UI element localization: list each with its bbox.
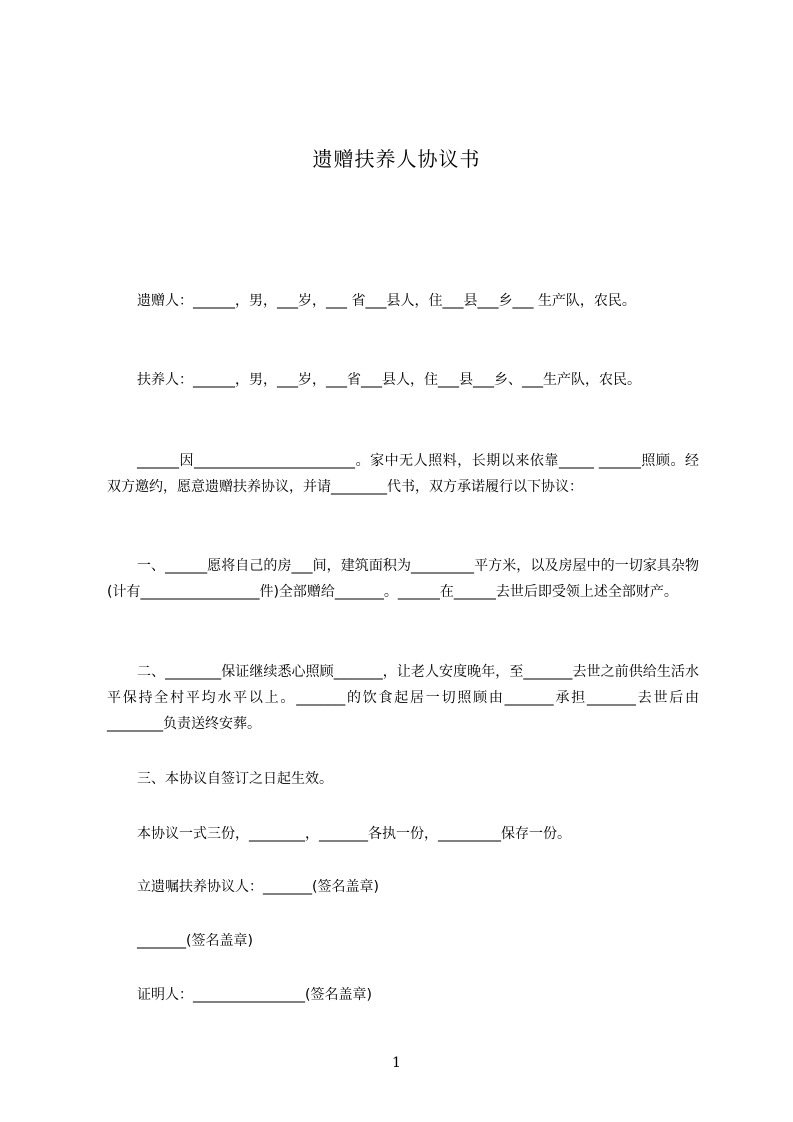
signature-line-witness: 证明人：________________(签名盖章)	[137, 987, 372, 1003]
signature-line-agreement-party: 立遗嘱扶养协议人：_______(签名盖章)	[137, 879, 379, 895]
paragraph-bequeather: 遗赠人：______，男，___岁，___ 省___县人，住___县___乡___ 生产队，农民。	[137, 293, 636, 309]
paragraph-copies: 本协议一式三份，________，_______各执一份，_________保存一份。	[137, 826, 571, 842]
paragraph-clause-three: 三、本协议自签订之日起生效。	[137, 771, 333, 787]
document-title: 遗赠扶养人协议书	[312, 147, 481, 171]
paragraph-clause-two: 二、________保证继续悉心照顾_______，让老人安度晚年，至_______去世之前供给生活水平保持全村平均水平以上。_______的饮食起居一切照顾由_______承担_______去世后由________负责送终安葬。	[107, 664, 699, 732]
paragraph-background: ______因_______________________。家中无人照料，长期以来依靠_____ ______照顾。经双方邀约，愿意遗赠扶养协议，并请________代书，双方承诺履行以下协议：	[107, 453, 699, 495]
paragraph-clause-one: 一、______愿将自己的房___间，建筑面积为_________平方米，以及房屋中的一切家具杂物(计有_________________件)全部赠给_______。______在______去世后即受领上述全部财产。	[107, 558, 699, 600]
signature-line-second-party: _______(签名盖章)	[137, 933, 253, 949]
page-number: 1	[392, 1055, 401, 1071]
paragraph-supporter: 扶养人：______，男，___岁，___省___县人，住___县___乡、___生产队，农民。	[137, 372, 641, 388]
